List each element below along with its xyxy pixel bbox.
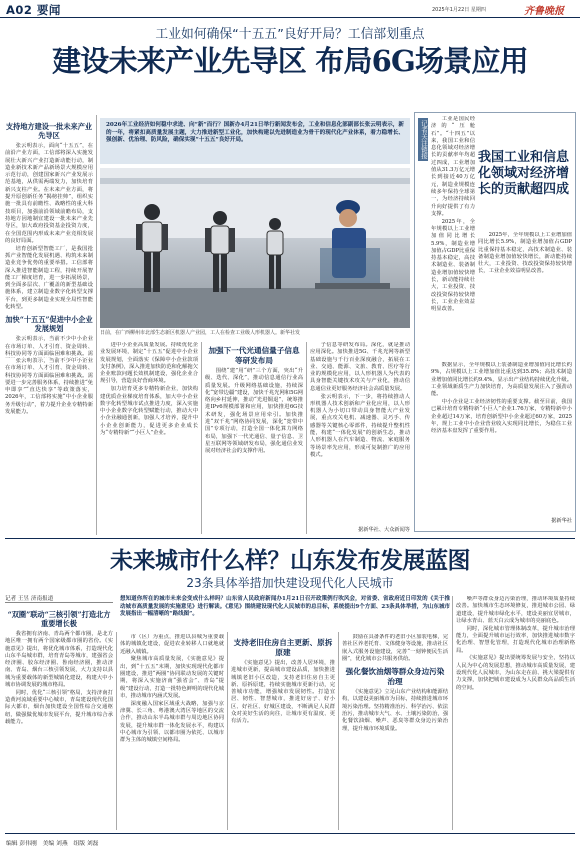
page-label: A02 要闻 <box>6 3 61 17</box>
bottom-byline-rule <box>5 602 113 603</box>
bottom-col-2 <box>120 634 224 830</box>
body-paragraph: 同时，优化“三核引领”格局，支持济南打造黄河流域重要中心城市，青岛建设现代化国际大都市，烟台加快建设全国性综合交通枢纽，做强做优城市发展平台，提升城市综合承载能力。 <box>5 689 113 726</box>
section-divider <box>5 538 575 539</box>
body-paragraph: 《实施意见》立足山东产业结构和能源结构，以建设美丽城市为目标，持续推进城市环境污染治理。坚持精准治污、科学治污、依法治污，推动城市大气、水、土壤污染防治，强化餐饮油烟、噪声、恶臭等群众身边污染治理，提升城市环境质量。 <box>342 689 448 732</box>
bottom-story-lead: 想知道你所在的城市未来会变成什么样吗？山东省人民政府新闻办1月21日召开政策例行吹风会，对省委、省政府近日印发的《关于推动城市高质量发展的实施意见》进行解读。《意见》围绕建设现代化人民城市的总目标，系统提出9个方面、23条具体举措，为山东城市发展指出一幅清晰的“路线图”。 <box>120 596 450 617</box>
bottom-story-subheadline: 23条具体举措加快建设现代化人民城市 <box>186 576 394 590</box>
top-col-1 <box>5 118 93 358</box>
body-paragraph: 张云明表示，下一步，将持续推动人形机器人技术创新和产业化应用，以人形机器人为小切口带动具身智能大产业发展，重点攻关电机、减速器、灵巧手、传感器等关键核心零部件，持续提升整机性能，构建“一体化发展”的创新生态，推动人形机器人在汽车制造、物流、家庭服务等场景率先应用，形成可复制推广的应用模式。 <box>310 393 410 458</box>
body-paragraph: 《实施意见》提出要统筹发展与安全，坚持以人民为中心的发展思想，推动城市高质量发展，建设现代化人民城市，为山东走在前、挑大梁提供有力支撑，加快把城市建设成为人民群众高品质生活的空间。 <box>456 655 575 691</box>
sidebar-col-bottom <box>431 362 572 514</box>
bottom-story-headline: 未来城市什么样？山东发布发展蓝图 <box>110 547 470 574</box>
top-col-2 <box>100 342 198 534</box>
sidebar-byline: 据新华社 <box>551 518 572 524</box>
bottom-col-3 <box>231 634 335 830</box>
sidebar-paragraph: 2025年，全年规模以上工业增加值同比增长5.9%，制造业增加值占GDP比重保持基本稳定，高技术制造业、装备制造业增加值较快增长，新动能持续壮大，工业投资、技改投资保持较快增长，工业企业效益明显改善。 <box>431 218 475 313</box>
robot-photo <box>100 168 410 328</box>
sidebar-paragraph: 中小企业是工业经济韧性的重要支撑。截至目前，我国已累计培育专精特新“小巨人”企业1.76万家，专精特新中小企业超过14万家，培育创新型中小企业超过60万家，2025年，规上工业中小企业营业收入实现同比增长，为稳住工业经济基本盘发挥了重要作用。 <box>431 398 572 435</box>
top-story-byline: 据新华社、大众新闻等 <box>358 527 410 533</box>
footer-credits: 编辑 彭伟刚 美编 刘燕 组版 刘磊 <box>6 841 99 847</box>
body-paragraph: 深度融入国家区域重大战略，加强与京津冀、长三角、粤港澳大湾区等地区的交流合作，推动山东半岛城市群与周边地区协同发展，提升城市群一体化发展水平，构建以中心城市为引领、以都市圈为依托、以城市群为主体的城镇空间格局。 <box>120 700 224 744</box>
body-paragraph: 加力培育更多专精特新企业，加快构建优质企业梯度培育体系，加大中小企业数字化转型城市试点推进力度，深入实施中小企业数字化转型赋能行动，推动大中小企业融通创新，加强人才培养，提升中小企业创新能力，促进更多企业成长为“专精特新”“小巨人”企业。 <box>100 386 198 437</box>
sidebar-paragraph: 数据显示，全年规模以上装备制造业增加值同比增长约9%，占规模以上工业增加值比重达到35.8%；高技术制造业增加值同比增长约9.4%，显示出产业结构持续优化升级。工业领域新质生产力加快培育，为高质量发展注入了强劲动能。 <box>431 362 572 398</box>
body-paragraph: 我省拥有济南、青岛两个都市圈，是北方地区唯一拥有两个国家级都市圈的省份。《实施意见》提出，将优化城市体系，打造现代化山东半岛城市群，培育青岛等城市，建强省会经济圈、胶东经济圈、鲁南经济圈，推动济南、青岛、烟台三核引领发展，大力支持以县城为重要载体的新型城镇化建设，构建大中小城市协调发展的城市格局。 <box>5 631 113 689</box>
body-paragraph: 张云明表示，当前不少中小企业在市场订单、人才引育、资金周转、科技协同等方面面临困难和挑战。需 <box>5 336 93 357</box>
body-paragraph: 子信息等研发布局。深化，就是推动应用深化。加快推进5G、千兆光网等新型基础设施与千行百业深度融合，拓展在工业、交通、能源、文旅、教育、医疗等行业的规模化应用，以人形机器人为代表的具身智能关键技术攻关与产业化，推动信息通信业更好服务经济社会高质量发展。 <box>310 342 410 392</box>
body-paragraph: 鼓励在具备条件的老旧小区加装电梯，完善社区养老托育、文体健身等设施，推动社区嵌入式服务设施建设，完善“一刻钟便民生活圈”，优化城市公共服务供给。 <box>342 634 448 662</box>
body-paragraph: 《实施意见》提出，改善人居环境，推进城市更新，提高城市建设品质，加快推进城镇老旧小区改造，支持老旧住房自主更新、原拆原建，持续实施城市更新行动，完善城市功能，增强城市发展韧性。打造宜居、韧性、智慧城市，推进好房子、好小区、好社区、好城区建设，不断满足人民群众对美好生活的向往，让城市更有温度、更有活力。 <box>231 660 335 725</box>
subhead-dual-circle: “双圈”联动“三核引领”打造北方重要增长极 <box>7 610 111 628</box>
body-paragraph: 进中小企业高质量发展。持续优化企业发展环境，制定“十五五”促进中小企业发展规划，全面落实《保障中小企业款项支付条例》，深入推进加快防范和化解拖欠企业账款问题长效机制建设，强化企业合规引导，营造良好营商环境。 <box>100 342 198 385</box>
top-col-1-continued <box>5 358 93 534</box>
sidebar-label: 记者关注链接 <box>420 120 428 159</box>
top-col-3 <box>205 342 303 534</box>
top-story-kicker: 工业如何确保“十五五”良好开局？工信部划重点 <box>155 27 425 42</box>
sidebar-paragraph: 工业是国民经济的“压舱石”。“十四五”以来，我国工业和信息化领域对经济增长的贡献率年均超过四成，工业增加值从31.3万亿元增长到接近40万亿元，制造业规模连续多年保持全球第一，为经济持续回升向好提供了有力支撑。 <box>431 116 475 217</box>
subhead-pollution: 强化餐饮油烟等群众身边污染治理 <box>345 667 445 686</box>
top-story-lead: 2026年工业经济如何稳中求进、向“新”而行？国新办4月21日举行新闻发布会，工业和信息化部副部长张云明表示，新的一年，将紧扣高质量发展主题，大力推进新型工业化，加快构建以先进制造业为骨干的现代化产业体系，着力稳增长、强创新、优治理、防风险，确保实现“十五五”良好开局。 <box>106 122 404 143</box>
top-story-headline: 建设未来产业先导区 布局6G场景应用 <box>52 44 528 78</box>
body-paragraph: 张云明表示，当前不少中小企业在市场订单、人才引育、资金周转、科技协同等方面面临困难和挑战。需要进一步完善服务体系，持续推进“免申即享”“直达快享”等政策落实，2026年，工信部将实施“中小企业服务升级行动”，着力提升企业专精特新发展能力。 <box>5 358 93 416</box>
body-paragraph: 聚焦城市高质量发展，《实施意见》提出，到“十五五”末期，加快实现现代化都市圈建设，推进“两圈”协同联动发展的关键时期，将深入实施济南“强省会”、青岛“提级”建设行动，打造一批特色鲜明的现代化城市，推动城市内涵式发展。 <box>120 656 224 699</box>
subhead-optical-quantum: 加强下一代光通信量子信息等研发布局 <box>208 346 300 365</box>
subhead-sme-plan: 加快“十五五”促进中小企业发展规划 <box>5 315 93 334</box>
body-paragraph: 市（区）为重点，推进以县城为重要载体的城镇化建设，促进农业转移人口就地就近融入城镇。 <box>120 634 224 655</box>
page-header <box>0 0 580 18</box>
masthead-logo: 齐鲁晚报 <box>524 6 564 17</box>
bottom-col-4 <box>342 634 448 830</box>
body-paragraph: 噪声等群众身边污染治理，推动环境质量持续改善。加快城市生态环境修复，推进城市公园、绿道建设，提升城市绿化水平，建设美丽宜居城市，让绿水青山、蓝天白云成为城市的亮丽底色。 <box>456 596 575 624</box>
body-paragraph: 张云明表示，面向“十五五”，在前沿产业方面，工信部将深入实施发展壮大新兴产业打造新动能行动，制造业新技术新产品新场景大规模应用示范行动，创建国家新兴产业发展示范基地，从供需两端发力，加快培育新兴支柱产业。在未来产业方面，将提升原创新任务“揭榜挂帅”，组织实施一批具有前瞻性、战略性的重大科技项目，加强前沿领域前瞻布局，支持地方因地制宜建设一批未来产业先导区，加大政府投资基金投资力度，在全国范围内形成未来产业竞相发展的良好局面。 <box>5 143 93 244</box>
photo-caption: 日前，在广西柳州市北部生态新区机器人产业园，工人在检查工业级人形机器人。新华社发 <box>100 330 301 336</box>
body-paragraph: 同时，深化城市管理体制改革，提升城市治理能力，全面提升城市运行效率，加快推进城市数字化治理、智慧化管理，打造现代化城市治理新格局。 <box>456 625 575 654</box>
bottom-col-5 <box>456 596 575 830</box>
body-paragraph: 围绕“建”用“研”三个方面，突出“升级、迭代、深化”，推动信息通信行业高质量发展。升级网络基础设施，持续深化“宽带边疆”建设，加快千兆光网和5G网络向乡村延伸，推动“光进铜退”，统筹推进IPv6规模部署和应用，加快推进6G技术研发，强化场景应用牵引。加快推进“双千兆”网络协同发展，深化“宽带中国”专项行动，打造全国一体化算力网络布局，加强下一代光通信、量子信息、卫星互联网等领域研发布局，强化通信业发展对经济社会的支撑作用。 <box>205 368 303 455</box>
footer-rule <box>5 833 575 834</box>
robot-photo-illustration <box>100 168 410 328</box>
sidebar-headline: 我国工业和信息化领域对经济增长的贡献超四成 <box>478 150 570 197</box>
sidebar-paragraph: 2025年，全年规模以上工业增加值同比增长5.9%，制造业增加值占GDP比重保持基本稳定，高技术制造业、装备制造业增加值较快增长，新动能持续壮大，工业投资、技改投资保持较快增长，工业企业效益明显改善。 <box>478 232 572 275</box>
sidebar-col-left <box>431 116 475 356</box>
subhead-old-housing: 支持老旧住房自主更新、原拆原建 <box>233 638 333 657</box>
body-paragraph: 培育创新型智能工厂，是我国抢抓产业智能化发展机遇、构筑未来制造业竞争优势的重要举措。工信部将深入推进智能制造工程，持续开展智能工厂梯度培育，进一步拓展场景，到全面多层次、广覆盖的新型基础设施体系，建立制造业数字化转型支撑平台，到更多制造业实现全局性智能化转型。 <box>5 245 93 311</box>
issue-date: 2025年1月22日 星期四 <box>432 7 486 13</box>
sidebar-col-right <box>478 232 572 362</box>
top-col-4 <box>310 342 410 526</box>
subhead-pilot-zones: 支持地方建设一批未来产业先导区 <box>5 122 93 140</box>
bottom-story-byline: 记者 王昱 济南报道 <box>5 596 54 602</box>
top-story-lead-box <box>100 118 410 164</box>
bottom-col-1 <box>5 606 113 830</box>
